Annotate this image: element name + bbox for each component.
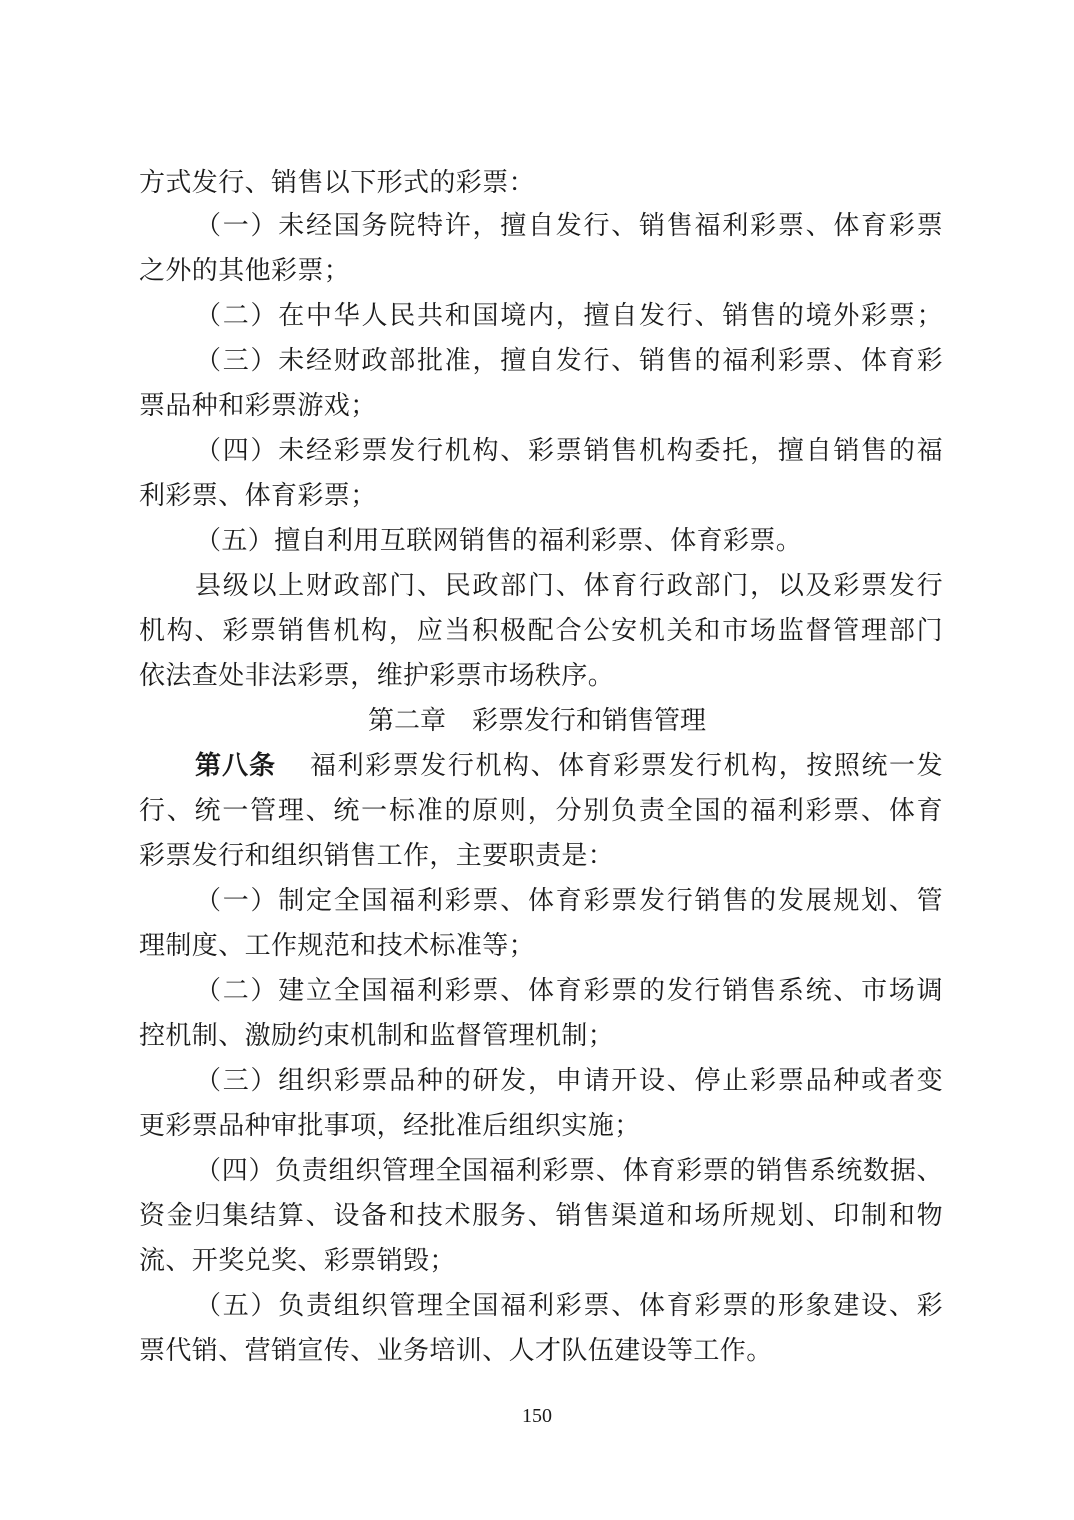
article-label: 第八条	[195, 751, 277, 781]
text-line: 票品种和彩票游戏；	[139, 391, 377, 421]
text-line: （一）制定全国福利彩票、体育彩票发行销售的发展规划、管	[195, 886, 943, 916]
text-line: 机构、彩票销售机构，应当积极配合公安机关和市场监督管理部门	[139, 616, 943, 646]
text-line: （一）未经国务院特许，擅自发行、销售福利彩票、体育彩票	[195, 211, 943, 241]
text-line: 依法查处非法彩票，维护彩票市场秩序。	[139, 661, 615, 691]
text-line: （三）未经财政部批准，擅自发行、销售的福利彩票、体育彩	[195, 346, 943, 376]
article-first-line	[195, 749, 943, 783]
text-line: （二）在中华人民共和国境内，擅自发行、销售的境外彩票；	[195, 301, 943, 331]
text-line: 县级以上财政部门、民政部门、体育行政部门，以及彩票发行	[195, 571, 943, 601]
text-line: 票代销、营销宣传、业务培训、人才队伍建设等工作。	[139, 1336, 773, 1366]
text-line: （三）组织彩票品种的研发，申请开设、停止彩票品种或者变	[195, 1066, 943, 1096]
text-line: 流、开奖兑奖、彩票销毁；	[139, 1246, 456, 1276]
text-line: 方式发行、销售以下形式的彩票：	[139, 168, 536, 198]
text-line: （二）建立全国福利彩票、体育彩票的发行销售系统、市场调	[195, 976, 943, 1006]
text-line: 利彩票、体育彩票；	[139, 481, 377, 511]
text-line: 彩票发行和组织销售工作，主要职责是：	[139, 841, 615, 871]
chapter-heading: 第二章 彩票发行和销售管理	[367, 706, 706, 736]
text-line: 资金归集结算、设备和技术服务、销售渠道和场所规划、印制和物	[139, 1201, 943, 1231]
text-line: 更彩票品种审批事项，经批准后组织实施；	[139, 1111, 641, 1141]
text-line: （四）负责组织管理全国福利彩票、体育彩票的销售系统数据、	[195, 1156, 943, 1186]
text-line: （五）擅自利用互联网销售的福利彩票、体育彩票。	[195, 526, 803, 556]
text-line: 控机制、激励约束机制和监督管理机制；	[139, 1021, 615, 1051]
text-line: （五）负责组织管理全国福利彩票、体育彩票的形象建设、彩	[195, 1291, 943, 1321]
text-line: 行、统一管理、统一标准的原则，分别负责全国的福利彩票、体育	[139, 796, 943, 826]
text-line: 福利彩票发行机构、体育彩票发行机构，按照统一发	[310, 751, 943, 781]
text-line: （四）未经彩票发行机构、彩票销售机构委托，擅自销售的福	[195, 436, 943, 466]
page-number: 150	[522, 1405, 552, 1427]
text-line: 之外的其他彩票；	[139, 256, 351, 286]
text-line: 理制度、工作规范和技术标准等；	[139, 931, 536, 961]
